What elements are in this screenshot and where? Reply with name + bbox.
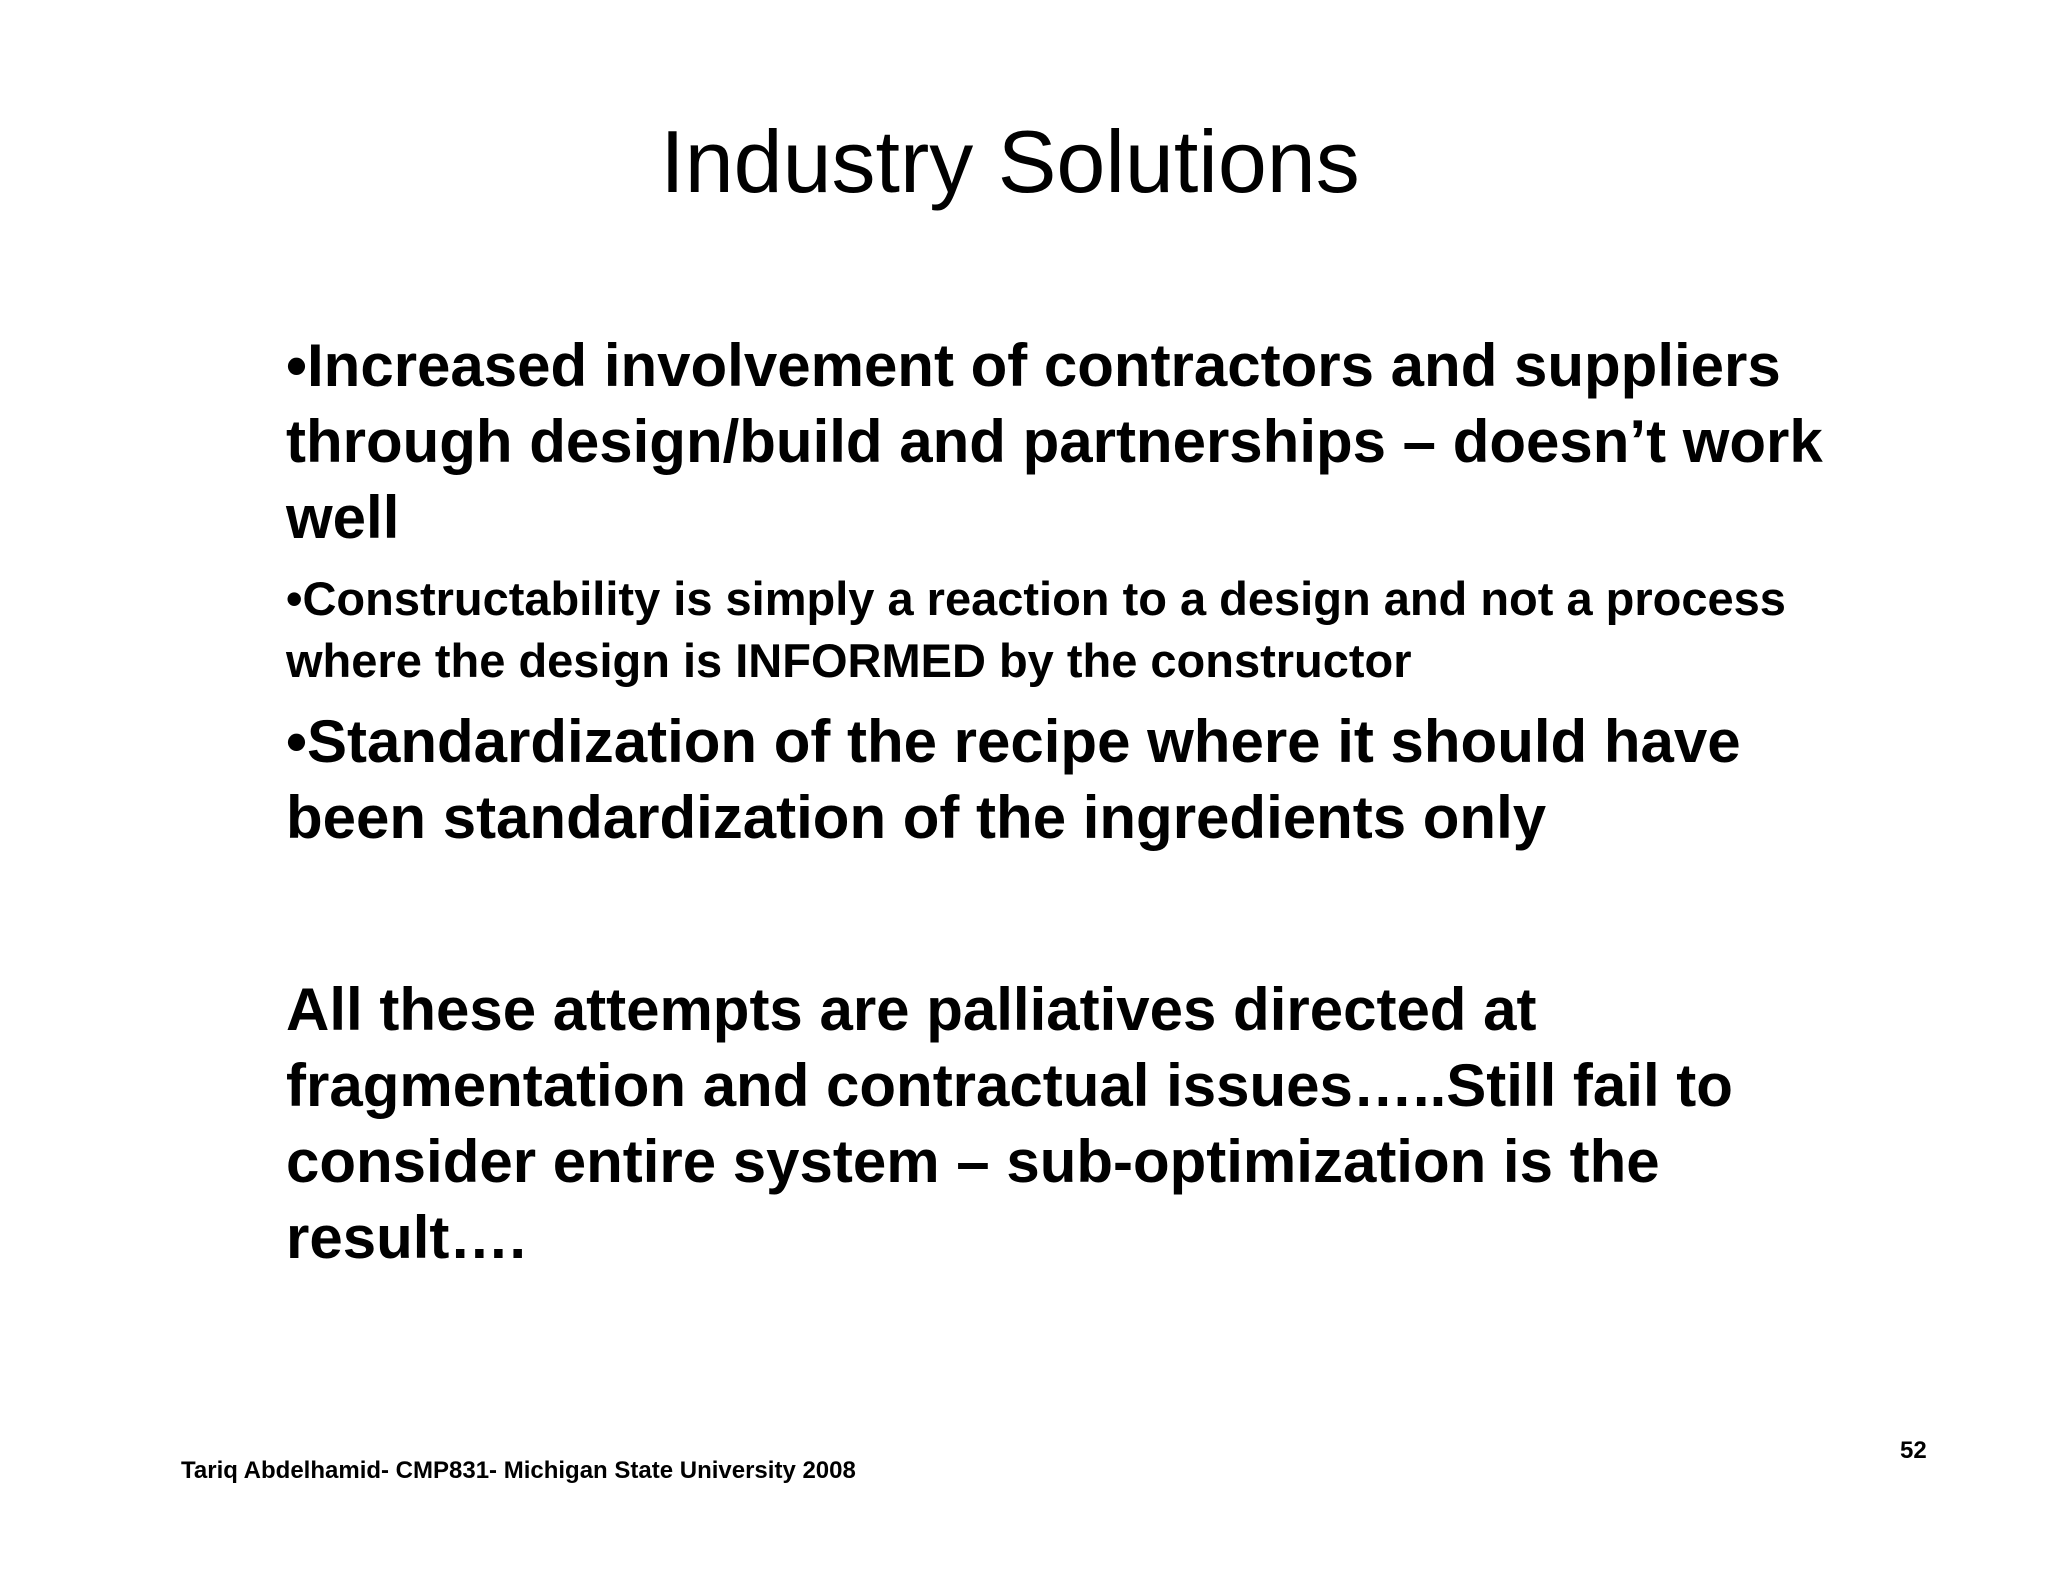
bullet-constructability: •Constructability is simply a reaction to a design and not a process where the design is INFORMED by the constructor (286, 572, 1786, 687)
slide-title: Industry Solutions (660, 112, 1360, 211)
summary-statement: All these attempts are palliatives directed at fragmentation and contractual issues…..Still fail to consider entire system – sub-optimization is the result…. (286, 976, 1733, 1271)
bullet-contractor-involvement: •Increased involvement of contractors and suppliers through design/build and partnerships – doesn’t work well (286, 332, 1823, 551)
bullet-standardization: •Standardization of the recipe where it should have been standardization of the ingredients only (286, 708, 1741, 851)
footer-credit: Tariq Abdelhamid- CMP831- Michigan State University 2008 (181, 1457, 856, 1484)
slide-content (286, 328, 1886, 1276)
page-number: 52 (1900, 1437, 1927, 1464)
